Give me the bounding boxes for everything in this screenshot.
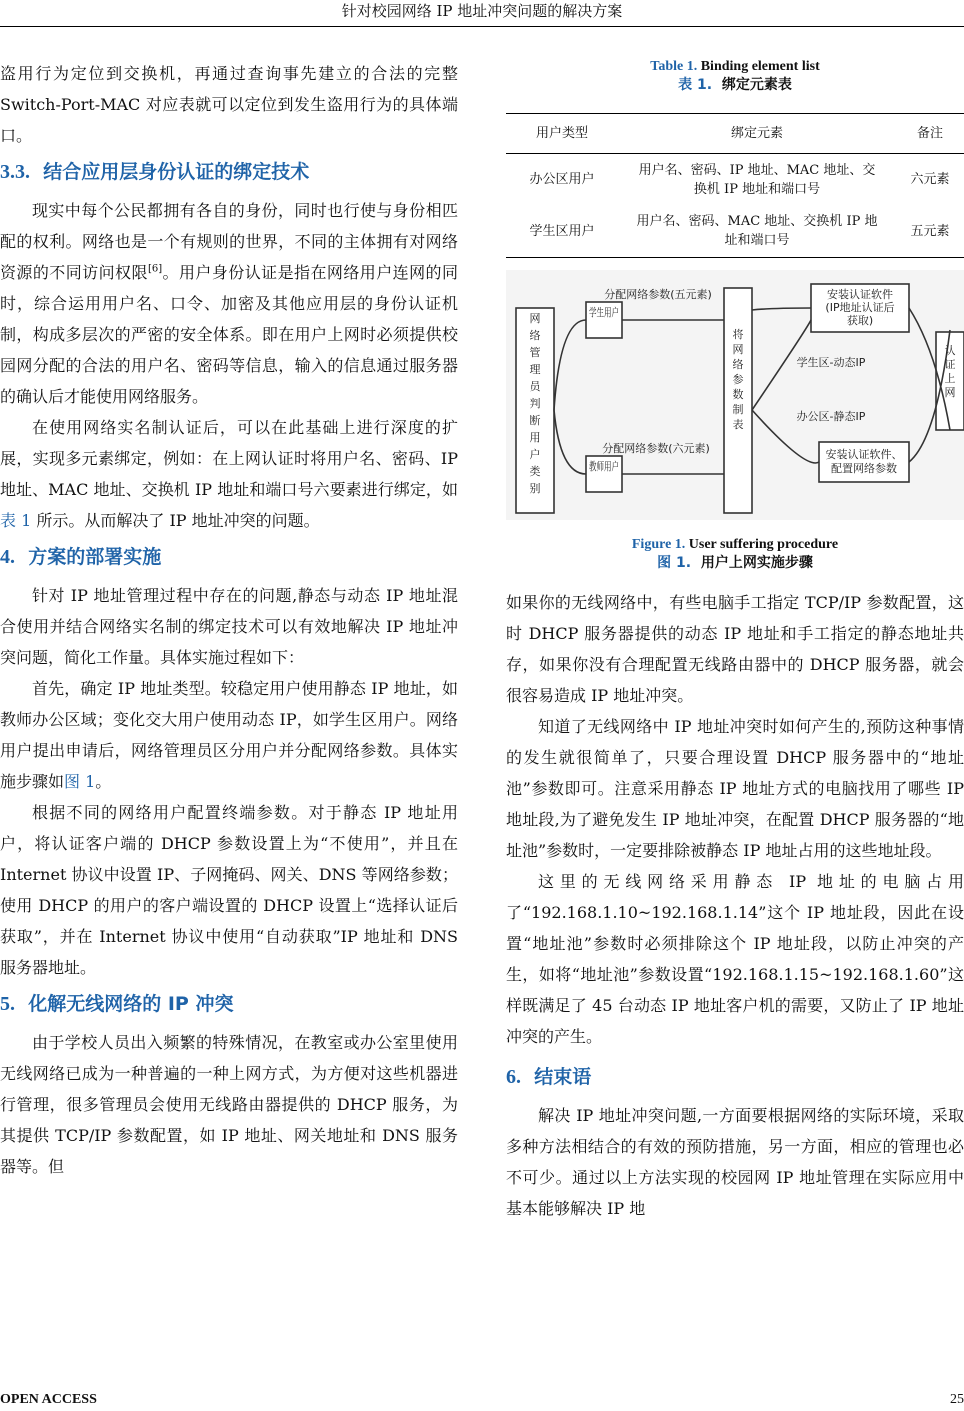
table-1-link[interactable]: 表 1	[0, 511, 32, 530]
section-heading-6: 6. 结束语	[506, 1066, 592, 1088]
paragraph-wireless: 由于学校人员出入频繁的特殊情况，在教室或办公室里使用无线网络已成为一种普遍的一种上网方式，为方便对这些机器进行管理，很多管理员会使用无线路由器提供的 DHCP 服务，为其提供 TCP/IP 参数配置，如 IP 地址、网关地址和 DNS 服务器等。但	[0, 1033, 458, 1176]
table-cell: 办公区用户	[529, 172, 595, 188]
paragraph-conclusion: 解决 IP 地址冲突问题,一方面要根据网络的实际环境，采取多种方法相结合的有效的预防措施，另一方面，相应的管理也必不可少。通过以上方法实现的校园网 IP 地址管理在实际应用中基本能够解决 IP 地	[506, 1106, 964, 1218]
paragraph-dhcp-conflict: 如果你的无线网络中，有些电脑手工指定 TCP/IP 参数配置，这时 DHCP 服务器提供的动态 IP 地址和手工指定的静态地址共存，如果你没有合理配置无线路由器中的 DHCP 服务器，就会很容易造成 IP 地址冲突。	[506, 593, 964, 705]
paragraph-terminal-config: 根据不同的网络用户配置终端参数。对于静态 IP 地址用户，将认证客户端的 DHCP 参数设置上为“不使用”，并且在 Internet 协议中设置 IP、子网掩码、网关、DNS 等网络参数；使用 DHCP 的用户的客户端设置的 DHCP 设置上“选择认证后获取”，并在 Internet 协议中使用“自动获取”IP 地址和 DNS 服务器地址。	[0, 803, 458, 977]
page-number: 25	[950, 1392, 964, 1407]
table-cell: 六元素	[910, 172, 950, 188]
student-label: 学生用户	[589, 306, 633, 319]
citation-ref[interactable]: [6]	[147, 263, 163, 275]
right-column	[506, 58, 964, 1224]
admin-judge-label: 网络管理员判断用户类别	[529, 312, 541, 495]
table-caption-cn: 表 1. 绑定元素表	[678, 77, 792, 93]
figure-1-diagram	[506, 270, 964, 520]
install-top-label: 安装认证软件(IP地址认证后获取)	[825, 288, 895, 327]
footer-open-access: OPEN ACCESS	[0, 1392, 97, 1407]
table-cell: 五元素	[910, 223, 950, 239]
table-header-cell: 绑定元素	[730, 126, 783, 141]
paragraph-continuation: 盗用行为定位到交换机，再通过查询事先建立的合法的完整 Switch-Port-MAC 对应表就可以定位到发生盗用行为的具体端口。	[0, 64, 458, 145]
auth-label: 认证上网	[944, 344, 956, 399]
static-ip-label: 办公区-静态IP	[796, 410, 866, 423]
running-header: 针对校园网络 IP 地址冲突问题的解决方案	[0, 0, 964, 27]
assign-six-label: 分配网络参数(六元素)	[602, 442, 710, 455]
paragraph-binding: 在使用网络实名制认证后，可以在此基础上进行深度的扩展，实现多元素绑定，例如：在上网认证时将用户名、密码、IP 地址、MAC 地址、交换机 IP 地址和端口号六要素进行绑定，如表 1 所示。从而解决了 IP 地址冲突的问题。	[0, 418, 458, 530]
table-header-cell: 用户类型	[535, 126, 588, 141]
figure-caption-cn: 图 1. 用户上网实施步骤	[657, 555, 813, 571]
paragraph-ip-type: 首先，确定 IP 地址类型。较稳定用户使用静态 IP 地址，如教师办公区域；变化交大用户使用动态 IP，如学生区用户。网络用户提出申请后，网络管理员区分用户并分配网络参数。具体实施步骤如图 1。	[0, 679, 458, 791]
figure-caption-en: Figure 1. User suffering procedure	[631, 537, 839, 552]
paragraph-ip-range: 这里的无线网络采用静态 IP 地址的电脑占用了“192.168.1.10~192.168.1.14”这个 IP 地址段，因此在设置“地址池”参数时必须排除这个 IP 地址段，以防止冲突的产生，如将“地址池”参数设置“192.168.1.15~192.168.1.60”这样既满足了 45 台动态 IP 地址客户机的需要，又防止了 IP 地址冲突的产生。	[506, 872, 964, 1046]
install-bottom-label: 安装认证软件、配置网络参数	[825, 448, 903, 475]
section-heading-4: 4. 方案的部署实施	[0, 546, 162, 568]
record-label: 将网络参数制表	[732, 328, 744, 431]
left-column	[0, 58, 458, 1182]
paragraph-deploy: 针对 IP 地址管理过程中存在的问题,静态与动态 IP 地址混合使用并结合网络实名制的绑定技术可以有效地解决 IP 地址冲突问题，简化工作量。具体实施过程如下：	[0, 586, 458, 667]
table-caption-en: Table 1. Binding element list	[650, 59, 820, 74]
table-row	[506, 154, 964, 206]
table-header-cell: 备注	[916, 126, 943, 141]
table-cell: 用户名、密码、MAC 地址、交换机 IP 地址和端口号	[636, 214, 878, 249]
dynamic-ip-label: 学生区-动态IP	[796, 356, 866, 369]
section-heading-3-3: 3.3. 结合应用层身份认证的绑定技术	[0, 161, 310, 183]
table-cell: 学生区用户	[529, 223, 595, 239]
table-row	[506, 206, 964, 258]
assign-five-label: 分配网络参数(五元素)	[604, 288, 712, 301]
binding-table	[506, 113, 964, 258]
figure-1-link[interactable]: 图 1	[64, 772, 96, 791]
section-heading-5: 5. 化解无线网络的 IP 冲突	[0, 993, 234, 1015]
table-cell: 用户名、密码、IP 地址、MAC 地址、交换机 IP 地址和端口号	[638, 162, 876, 197]
teacher-label: 教师用户	[589, 460, 633, 473]
paragraph-identity: 现实中每个公民都拥有各自的身份，同时也行使与身份相匹配的权利。网络也是一个有规则的世界，不同的主体拥有对网络资源的不同访问权限[6]。用户身份认证是指在网络用户连网的同时，综合运用用户名、口令、加密及其他应用层的身份认证机制，构成多层次的严密的安全体系。即在用户上网时必须提供校园网分配的合法的用户名、密码等信息，输入的信息通过服务器的确认后才能使用网络服务。	[0, 201, 458, 406]
paragraph-address-pool: 知道了无线网络中 IP 地址冲突时如何产生的,预防这种事情的发生就很简单了，只要合理设置 DHCP 服务器中的“地址池”参数即可。注意采用静态 IP 地址方式的电脑找用了哪些 IP 地址段,为了避免发生 IP 地址冲突，在配置 DHCP 服务器的“地址池”参数时，一定要排除被静态 IP 地址占用的这些地址段。	[506, 717, 964, 860]
